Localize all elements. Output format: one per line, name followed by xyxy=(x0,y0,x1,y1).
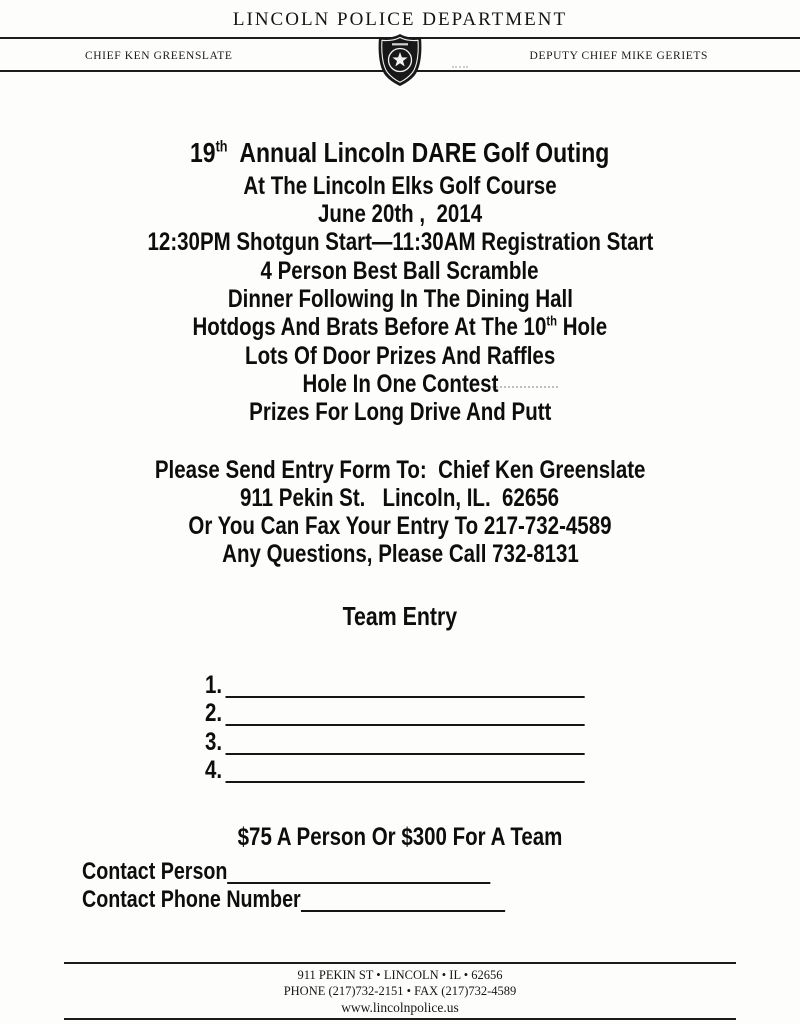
team-entry-row-2 xyxy=(205,696,585,726)
entry-send-to: Please Send Entry Form To: Chief Ken Greenslate xyxy=(154,456,646,484)
event-dinner: Dinner Following In The Dining Hall xyxy=(227,285,573,313)
ordinal-superscript: th xyxy=(215,138,228,156)
event-title: 19th Annual Lincoln DARE Golf Outing xyxy=(190,137,610,168)
event-prizes: Lots Of Door Prizes And Raffles xyxy=(244,342,556,370)
fill-in-line xyxy=(225,696,584,726)
event-venue: At The Lincoln Elks Golf Course xyxy=(243,172,557,200)
entry-fax: Or You Can Fax Your Entry To 217-732-4589 xyxy=(188,512,612,540)
team-entry-heading: Team Entry xyxy=(342,601,458,631)
event-date: June 20th , 2014 xyxy=(317,200,483,228)
chief-name: CHIEF KEN GREENSLATE xyxy=(85,50,233,62)
ordinal-superscript: th xyxy=(546,313,558,329)
team-entry-row-4 xyxy=(205,753,585,783)
slot-number: 3. xyxy=(205,728,223,756)
event-format: 4 Person Best Ball Scramble xyxy=(260,257,540,285)
fill-in-line xyxy=(301,882,505,912)
entry-address: 911 Pekin St. Lincoln, IL. 62656 xyxy=(240,484,560,512)
event-hole-in-one: Hole In One Contest xyxy=(302,370,498,398)
deputy-chief-name: DEPUTY CHIEF MIKE GERIETS xyxy=(529,50,708,62)
contact-phone-row xyxy=(82,882,505,912)
police-shield-badge-icon xyxy=(377,33,423,87)
team-entry-row-3 xyxy=(205,725,585,755)
footer-phone-fax: PHONE (217)732-2151 • FAX (217)732-4589 xyxy=(283,984,517,998)
event-schedule: 12:30PM Shotgun Start—11:30AM Registration Start xyxy=(147,228,653,256)
footer-website: www.lincolnpolice.us xyxy=(341,1000,459,1015)
scan-artifact xyxy=(452,66,468,68)
fill-in-line xyxy=(225,753,584,783)
fill-in-line xyxy=(225,725,584,755)
fill-in-line xyxy=(227,854,490,884)
footer-address: 911 PEKIN ST • LINCOLN • IL • 62656 xyxy=(297,968,503,982)
price-line: $75 A Person Or $300 For A Team xyxy=(237,823,563,851)
slot-number: 4. xyxy=(205,756,223,784)
contact-phone-label: Contact Phone Number xyxy=(82,886,301,913)
event-long-drive: Prizes For Long Drive And Putt xyxy=(248,398,552,426)
entry-questions: Any Questions, Please Call 732-8131 xyxy=(221,540,579,568)
department-name: LINCOLN POLICE DEPARTMENT xyxy=(232,9,568,30)
footer-rule-bottom xyxy=(64,1018,736,1020)
team-entry-row-1 xyxy=(205,668,585,698)
slot-number: 2. xyxy=(205,699,223,727)
contact-person-label: Contact Person xyxy=(82,858,228,885)
contact-person-row xyxy=(82,854,490,884)
slot-number: 1. xyxy=(205,671,223,699)
footer-rule-top xyxy=(64,962,736,964)
fill-in-line xyxy=(225,668,584,698)
event-hotdogs: Hotdogs And Brats Before At The 10th Hole xyxy=(192,313,608,341)
